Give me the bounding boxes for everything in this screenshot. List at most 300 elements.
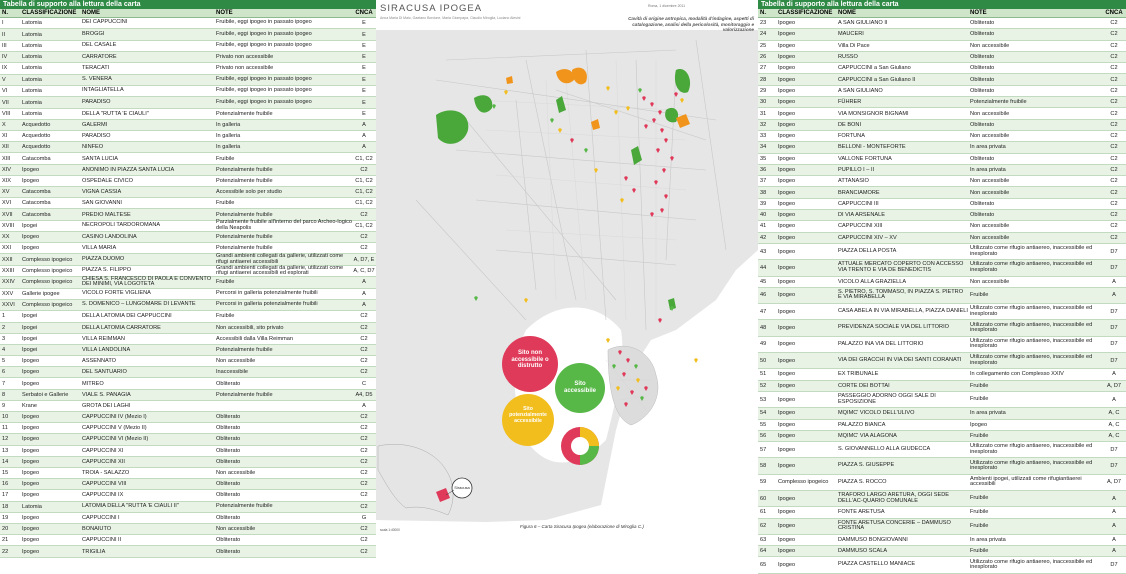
cell-nome: VIA DEI GRACCHI IN VIA DEI SANTI CORANATI: [838, 356, 962, 363]
cell-classificazione: Ipogei: [22, 324, 38, 331]
cell-nome: VICOLO FORTE VIGLIENA: [82, 290, 151, 297]
cell-cnca: A: [362, 302, 366, 309]
cell-classificazione: Ipogeo: [778, 248, 796, 255]
cell-n: 31: [760, 110, 767, 117]
cell-nome: CAPPUCCINI XII: [82, 458, 125, 465]
table-row: [0, 142, 376, 153]
map-authors: Anna Maria Di Maio, Gaetano Bordone, Maria Giompapa, Claudio Miroglia, Luciano Alesini: [380, 16, 521, 20]
table-row: [0, 221, 376, 232]
cell-note: Utilizzato come rifugio antiaereo, inaccessibile ed inesplorato: [970, 354, 1093, 366]
cell-cnca: C2: [360, 436, 368, 443]
cell-cnca: E: [362, 54, 366, 61]
cell-classificazione: Catacomba: [22, 200, 51, 207]
cell-cnca: C1, C2: [355, 200, 373, 207]
cell-n: III: [2, 42, 7, 49]
legend-donut-hole: [571, 437, 589, 455]
cell-cnca: C2: [360, 313, 368, 320]
table-row: [758, 221, 1126, 232]
right-table-panel: [758, 0, 1126, 571]
cell-nome: MQIMC' VIA ALAGONA: [838, 432, 897, 439]
cell-n: XXV: [2, 290, 14, 297]
cell-note: Utilizzato come rifugio antiaereo, inaccessibile ed inesplorato: [970, 261, 1093, 273]
cell-n: 25: [760, 42, 767, 49]
cell-nome: FONTE ARETUSA CONCERIE – DAMMUSO CRISTINA: [838, 519, 951, 532]
cell-classificazione: Latomia: [22, 88, 42, 95]
cell-nome: TROIA - SALAZZO: [82, 470, 130, 477]
cell-cnca: A: [362, 133, 366, 140]
table-row: [0, 311, 376, 322]
cell-note: Obliterato: [216, 537, 241, 544]
cell-nome: CAPPUCCINI XIII: [838, 223, 883, 230]
table-row: [758, 546, 1126, 557]
table-row: [0, 86, 376, 97]
table-row: [758, 29, 1126, 40]
cell-n: XXIII: [2, 267, 15, 274]
cell-n: 21: [2, 537, 9, 544]
cell-n: 11: [2, 425, 8, 432]
cell-classificazione: Ipogeo: [778, 446, 796, 453]
cell-note: Fruibile, eggi ipogeo in passato ipogeo: [216, 98, 312, 105]
table-row: [0, 109, 376, 120]
cell-cnca: C2: [360, 211, 368, 218]
cell-classificazione: Ipogeo: [778, 54, 796, 61]
cell-n: 22: [2, 548, 9, 555]
cell-cnca: D7: [1110, 264, 1118, 271]
cell-n: 24: [760, 31, 767, 38]
cell-classificazione: Ipogeo: [778, 509, 796, 516]
table-row: [758, 507, 1126, 518]
cell-nome: PIAZZA DELLA POSTA: [838, 247, 897, 254]
cell-note: In area privata: [970, 410, 1006, 417]
cell-classificazione: Ipogeo: [778, 121, 796, 128]
cell-nome: CAPPUCCINI XIV – XV: [838, 234, 897, 241]
cell-nome: PASSEGGIO ADORNO OGGI SALE DI ESPOSIZIONE: [838, 393, 936, 405]
column-header-nome: NOME: [838, 10, 856, 16]
cell-n: 59: [760, 479, 767, 486]
cell-classificazione: Ipogeo: [778, 212, 796, 219]
cell-note: Non accessibile: [970, 189, 1010, 196]
cell-cnca: C2: [360, 548, 368, 555]
column-header-n: N.: [760, 10, 766, 16]
table-row: [758, 131, 1126, 142]
cell-nome: NINFEO: [82, 144, 104, 151]
cell-classificazione: Ipogeo: [22, 492, 40, 499]
cell-note: Fruibile: [970, 382, 989, 389]
cell-cnca: C2: [360, 447, 368, 454]
cell-cnca: A, D7: [1107, 382, 1121, 389]
cell-note: Obliterato: [970, 87, 995, 94]
cell-nome: GROTA DEI LAGHI: [82, 402, 131, 409]
cell-cnca: C2: [360, 346, 368, 353]
cell-nome: PIAZZA S. GIUSEPPE: [838, 462, 895, 469]
cell-classificazione: Ipogeo: [778, 223, 796, 230]
cell-n: XI: [2, 133, 8, 140]
cell-nome: CAPPUCCINI IV (Mezio I): [82, 414, 147, 421]
cell-cnca: A4, D5: [355, 391, 373, 398]
cell-classificazione: Ipogeo: [778, 371, 796, 378]
cell-note: Fruibile: [970, 395, 989, 402]
cell-cnca: E: [362, 65, 366, 72]
cell-n: 9: [2, 402, 6, 409]
cell-classificazione: Ipogeo: [22, 177, 40, 184]
cell-note: Obliterato: [970, 76, 995, 83]
cell-classificazione: Ipogeo: [778, 382, 796, 389]
table-row: [758, 18, 1126, 29]
cell-note: Obliterato: [970, 20, 995, 27]
cell-note: Obliterato: [216, 492, 241, 499]
table-row: [758, 320, 1126, 336]
cell-nome: PALAZZO BIANCA: [838, 421, 886, 428]
table-row: [758, 142, 1126, 153]
cell-note: Potenzialmente fruibile: [216, 166, 273, 173]
cell-cnca: D7: [1110, 463, 1118, 470]
cell-note: Fruibile: [216, 200, 235, 207]
cell-note: Potenzialmente fruibile: [216, 177, 273, 184]
cell-cnca: A: [362, 402, 366, 409]
cell-cnca: C2: [360, 470, 368, 477]
cell-n: 18: [2, 503, 9, 510]
table-row: [0, 513, 376, 524]
left-table-panel: [0, 0, 376, 555]
cell-note: Fruibile, eggi ipogeo in passato ipogeo: [216, 87, 312, 94]
cell-cnca: C2: [360, 414, 368, 421]
cell-n: 30: [760, 99, 767, 106]
cell-note: In area privata: [970, 537, 1006, 544]
table-row: [758, 288, 1126, 304]
cell-note: Non accessibile: [970, 110, 1010, 117]
table-row: [758, 304, 1126, 320]
table-row: [0, 546, 376, 557]
cell-note: Fruibile: [970, 522, 989, 529]
table-row: [0, 535, 376, 546]
cell-nome: CARRATORE: [82, 54, 117, 61]
table-row: [758, 408, 1126, 419]
cell-cnca: A: [1112, 396, 1116, 403]
cell-note: Grandi ambienti collegati da gallerie, utilizzati come rifugi antiaerei accessibili: [216, 253, 344, 265]
cell-n: XXII: [2, 256, 13, 263]
cell-note: Percorsi in galleria potenzialmente fruibili: [216, 290, 318, 297]
table-row: [758, 381, 1126, 392]
cell-n: 7: [2, 380, 6, 387]
cell-cnca: C2: [360, 335, 368, 342]
cell-classificazione: Acquedotto: [22, 122, 51, 128]
cell-classificazione: Ipogeo: [778, 167, 796, 173]
cell-nome: BELLONI - MONTEFORTE: [838, 144, 906, 151]
cell-cnca: C2: [1110, 87, 1118, 94]
cell-nome: CASA ABELA IN VIA MIRABELLA, PIAZZA DANIELI: [838, 308, 968, 315]
cell-note: Non accessibile: [970, 223, 1010, 230]
cell-n: 16: [2, 481, 9, 488]
cell-note: Parzialmente fruibile all'interno del parco Archeo-logico della Neapolis: [216, 219, 353, 231]
map-title: SIRACUSA IPOGEA: [380, 3, 483, 14]
cell-note: Utilizzato come rifugio antiaereo, inaccessibile ed inesplorato: [970, 337, 1093, 350]
cell-classificazione: Ipogeo: [22, 380, 40, 387]
cell-classificazione: Ipogeo: [778, 200, 796, 207]
cell-classificazione: Ipogeo: [778, 76, 796, 83]
cell-nome: MITREO: [82, 380, 104, 387]
cell-nome: FÜHRER: [838, 99, 862, 106]
cell-cnca: A: [1112, 523, 1116, 530]
cell-cnca: D7: [1110, 248, 1118, 255]
cell-cnca: D7: [1110, 341, 1118, 348]
cell-n: XIV: [2, 166, 12, 173]
cell-classificazione: Ipogeo: [778, 87, 796, 94]
cell-n: 10: [2, 414, 9, 421]
cell-cnca: C: [361, 380, 367, 387]
cell-nome: CAPPUCCINI VI (Mezio II): [82, 436, 149, 443]
column-header-cnca: CNCA: [355, 10, 373, 16]
cell-n: 52: [760, 382, 767, 389]
cell-n: IV: [2, 54, 8, 61]
cell-note: Utilizzato come rifugio antiaereo, inaccessibile ed inesplorato: [970, 305, 1093, 317]
cell-classificazione: Latomia: [22, 503, 42, 510]
cell-cnca: A: [1112, 371, 1116, 378]
cell-cnca: C2: [360, 526, 368, 533]
cell-nome: VIGNA CASSIA: [82, 189, 122, 196]
cell-note: In galleria: [216, 122, 241, 128]
cell-note: Obliterato: [216, 425, 241, 432]
cell-classificazione: Latomia: [22, 54, 42, 61]
cell-n: I: [2, 20, 4, 27]
cell-cnca: C1, C2: [355, 189, 373, 196]
table-row: [758, 442, 1126, 458]
cell-n: 65: [760, 562, 767, 569]
cell-n: 47: [760, 308, 767, 315]
cell-n: 48: [760, 325, 767, 332]
cell-nome: PREDIO MALTESE: [82, 211, 131, 218]
cell-nome: DEL CASALE: [82, 42, 117, 49]
cell-nome: VILLA REIMMAN: [82, 335, 125, 342]
table-row: [0, 446, 376, 457]
cell-cnca: C2: [360, 425, 368, 432]
cell-classificazione: Ipogei: [22, 346, 38, 353]
cell-cnca: C2: [360, 537, 368, 544]
legend-potential-label: Sito potenzialmente accessibile: [509, 406, 547, 424]
cell-n: 2: [2, 324, 6, 331]
cell-note: Fruibile: [970, 291, 989, 298]
cell-classificazione: Latomia: [22, 31, 42, 38]
cell-classificazione: Ipogeo: [778, 31, 796, 38]
cell-classificazione: Ipogeo: [22, 548, 40, 555]
column-header-cnca: CNCA: [1105, 10, 1123, 16]
cell-note: Obliterato: [970, 155, 995, 162]
table-row: [758, 187, 1126, 198]
cell-n: 19: [2, 514, 9, 521]
cell-cnca: A: [362, 122, 366, 128]
cell-n: 6: [2, 369, 6, 376]
cell-cnca: C2: [1110, 200, 1118, 207]
cell-note: Accessibili dalla Villa Reimman: [216, 335, 293, 342]
cell-note: Potenzialmente fruibile: [216, 245, 273, 252]
cell-nome: DE BONI: [838, 121, 862, 128]
column-header-note: NOTE: [216, 10, 233, 16]
cell-classificazione: Ipogei: [22, 313, 38, 320]
table-row: [758, 108, 1126, 119]
column-header-nome: NOME: [82, 10, 100, 16]
cell-classificazione: Latomia: [22, 76, 42, 83]
cell-nome: CAPPUCCINI a San Giuliano: [838, 65, 911, 72]
cell-classificazione: Ipogei: [22, 222, 38, 229]
cell-classificazione: Ipogeo: [778, 99, 796, 106]
cell-classificazione: Ipogeo: [22, 514, 40, 521]
cell-note: Non accessibile: [216, 358, 256, 365]
map-panel: [376, 0, 758, 534]
cell-cnca: C2: [1110, 223, 1118, 230]
cell-n: 15: [2, 470, 9, 477]
right-table-body: [758, 18, 1126, 574]
cell-note: In area privata: [970, 167, 1006, 173]
cell-cnca: C2: [1110, 121, 1118, 128]
left-table-column-headers: [0, 9, 376, 18]
cell-n: 62: [760, 523, 767, 530]
cell-nome: CHIESA S. FRANCESCO DI PAOLA E CONVENTO DEI MINIMI, VIA LOGOTETA: [82, 275, 212, 288]
table-row: [0, 277, 376, 288]
cell-cnca: A: [1112, 278, 1116, 285]
cell-n: 58: [760, 463, 767, 470]
cell-nome: PARADISO: [82, 133, 111, 140]
cell-cnca: A, C: [1108, 410, 1120, 417]
cell-note: Obliterato: [216, 458, 241, 465]
cell-n: 28: [760, 76, 767, 83]
cell-classificazione: Ipogeo: [22, 458, 40, 465]
cell-nome: S. DOMENICO – LUNGOMARE DI LEVANTE: [82, 301, 196, 308]
cell-classificazione: Ipogeo: [22, 425, 40, 432]
cell-nome: ATTANASIO: [838, 178, 869, 185]
cell-nome: ASSENNATO: [82, 358, 116, 365]
cell-cnca: A, D7: [1107, 479, 1121, 486]
cell-cnca: C2: [1110, 178, 1118, 185]
map-date: Roma, 1 dicembre 2011: [648, 4, 686, 8]
cell-note: Fruibile: [970, 494, 989, 501]
table-row: [0, 131, 376, 142]
table-row: [0, 390, 376, 401]
cell-n: 45: [760, 278, 767, 285]
table-row: [758, 431, 1126, 442]
cell-nome: Villa Di Pace: [838, 42, 870, 49]
table-row: [758, 41, 1126, 52]
table-row: [0, 345, 376, 356]
cell-nome: PREVIDENZA SOCIALE VIA DEL LITTORIO: [838, 324, 949, 331]
table-row: [758, 475, 1126, 491]
cell-nome: DAMMUSO BONGIOVANNI: [838, 537, 908, 544]
table-row: [758, 535, 1126, 546]
cell-note: Potenzialmente fruibile: [970, 99, 1027, 106]
cell-n: 49: [760, 341, 767, 348]
cell-nome: CORTE DEI BOTTAI: [838, 382, 890, 389]
cell-n: 35: [760, 155, 767, 162]
cell-nome: CAPPUCCINI XI: [82, 447, 124, 454]
cell-cnca: C2: [1110, 212, 1118, 219]
cell-cnca: C2: [360, 369, 368, 376]
cell-note: Non accessibile: [970, 278, 1010, 285]
cell-classificazione: Ipogeo: [778, 325, 796, 332]
cell-n: 46: [760, 292, 767, 299]
cell-note: In area privata: [970, 144, 1006, 151]
cell-classificazione: Ipogeo: [22, 358, 40, 365]
cell-classificazione: Ipogeo: [778, 42, 796, 49]
cell-n: 53: [760, 396, 767, 403]
cell-n: X: [2, 122, 6, 128]
cell-classificazione: Ipogeo: [778, 144, 796, 151]
cell-classificazione: Gallerie ipogee: [22, 290, 60, 297]
cell-nome: S. PIETRO, S. TOMMASO, IN PIAZZA S. PIETRO E VIA MIRABELLA: [838, 289, 964, 301]
cell-note: Non accessibile: [970, 178, 1010, 185]
cell-classificazione: Complesso ipogeico: [22, 279, 73, 286]
map-subtitle: Cavità di origine antropica, modalità d'indagine, aspetti di catalogazione, analisi della pericolosità, monitoraggio e valorizzazione: [628, 16, 754, 33]
cell-note: Non accessibile: [970, 42, 1010, 49]
cell-nome: BONAIUTO: [82, 526, 112, 533]
table-row: [0, 434, 376, 445]
cell-note: Privato non accessibile: [216, 54, 274, 61]
cell-classificazione: Ipogeo: [778, 341, 796, 348]
cell-note: Fruibile, eggi ipogeo in passato ipogeo: [216, 42, 312, 49]
cell-note: Obliterato: [216, 514, 241, 521]
cell-classificazione: Complesso ipogeico: [22, 302, 73, 309]
scale-label: scala 1:40000: [380, 528, 400, 532]
cell-note: Privato non accessibile: [216, 65, 274, 72]
table-row: [0, 29, 376, 40]
cell-note: Fruibile: [216, 278, 235, 285]
cell-nome: FORTUNA: [838, 133, 865, 140]
cell-nome: CAPPUCCINI a San Giuliano II: [838, 76, 916, 83]
column-header-n: N.: [2, 10, 8, 16]
cell-classificazione: Latomia: [22, 20, 42, 27]
table-row: [758, 260, 1126, 276]
cell-nome: VICOLO ALLA GRAZIELLA: [838, 278, 907, 285]
table-row: [758, 519, 1126, 535]
cell-note: Non accessibile: [216, 470, 256, 477]
cell-classificazione: Latomia: [22, 110, 42, 117]
cell-cnca: A: [362, 144, 366, 151]
table-row: [0, 289, 376, 300]
table-row: [0, 120, 376, 131]
cell-classificazione: Ipogeo: [22, 481, 40, 488]
table-row: [758, 165, 1126, 176]
cell-classificazione: Ipogeo: [778, 562, 796, 569]
cell-classificazione: Latomia: [22, 65, 42, 72]
cell-cnca: A: [1112, 292, 1116, 299]
cell-note: Non accessibili, sito privato: [216, 324, 284, 331]
column-header-note: NOTE: [970, 10, 987, 16]
cell-note: Non accessibile: [970, 133, 1010, 140]
table-row: [758, 353, 1126, 369]
cell-classificazione: Catacomba: [22, 155, 51, 162]
cell-note: Potenzialmente fruibile: [216, 346, 273, 353]
cell-n: XIII: [2, 155, 11, 162]
table-row: [0, 524, 376, 535]
cell-classificazione: Ipogeo: [778, 357, 796, 364]
cell-nome: PIAZZA S. ROCCO: [838, 478, 887, 485]
left-table-body: [0, 18, 376, 558]
cell-nome: VIALE S. PANAGIA: [82, 391, 131, 398]
column-header-classificazione: CLASSIFICAZIONE: [22, 10, 77, 16]
cell-cnca: C2: [1110, 167, 1118, 173]
cell-n: 39: [760, 200, 767, 207]
cell-nome: VALLONE FORTUNA: [838, 155, 892, 162]
table-row: [758, 420, 1126, 431]
cell-nome: PALAZZO INA VIA DEL LITTORIO: [838, 340, 924, 347]
cell-cnca: C2: [1110, 31, 1118, 38]
siracusa-map: [376, 0, 758, 534]
cell-n: II: [2, 31, 6, 38]
table-row: [758, 557, 1126, 573]
cell-nome: EX TRIBUNALE: [838, 371, 879, 378]
cell-note: Utilizzato come rifugio antiaereo, inaccessibile ed inesplorato: [970, 443, 1093, 455]
table-row: [758, 176, 1126, 187]
cell-note: Non accessibile: [970, 234, 1010, 241]
cell-note: Potenzialmente fruibile: [216, 502, 273, 509]
cell-cnca: A: [1112, 548, 1116, 555]
